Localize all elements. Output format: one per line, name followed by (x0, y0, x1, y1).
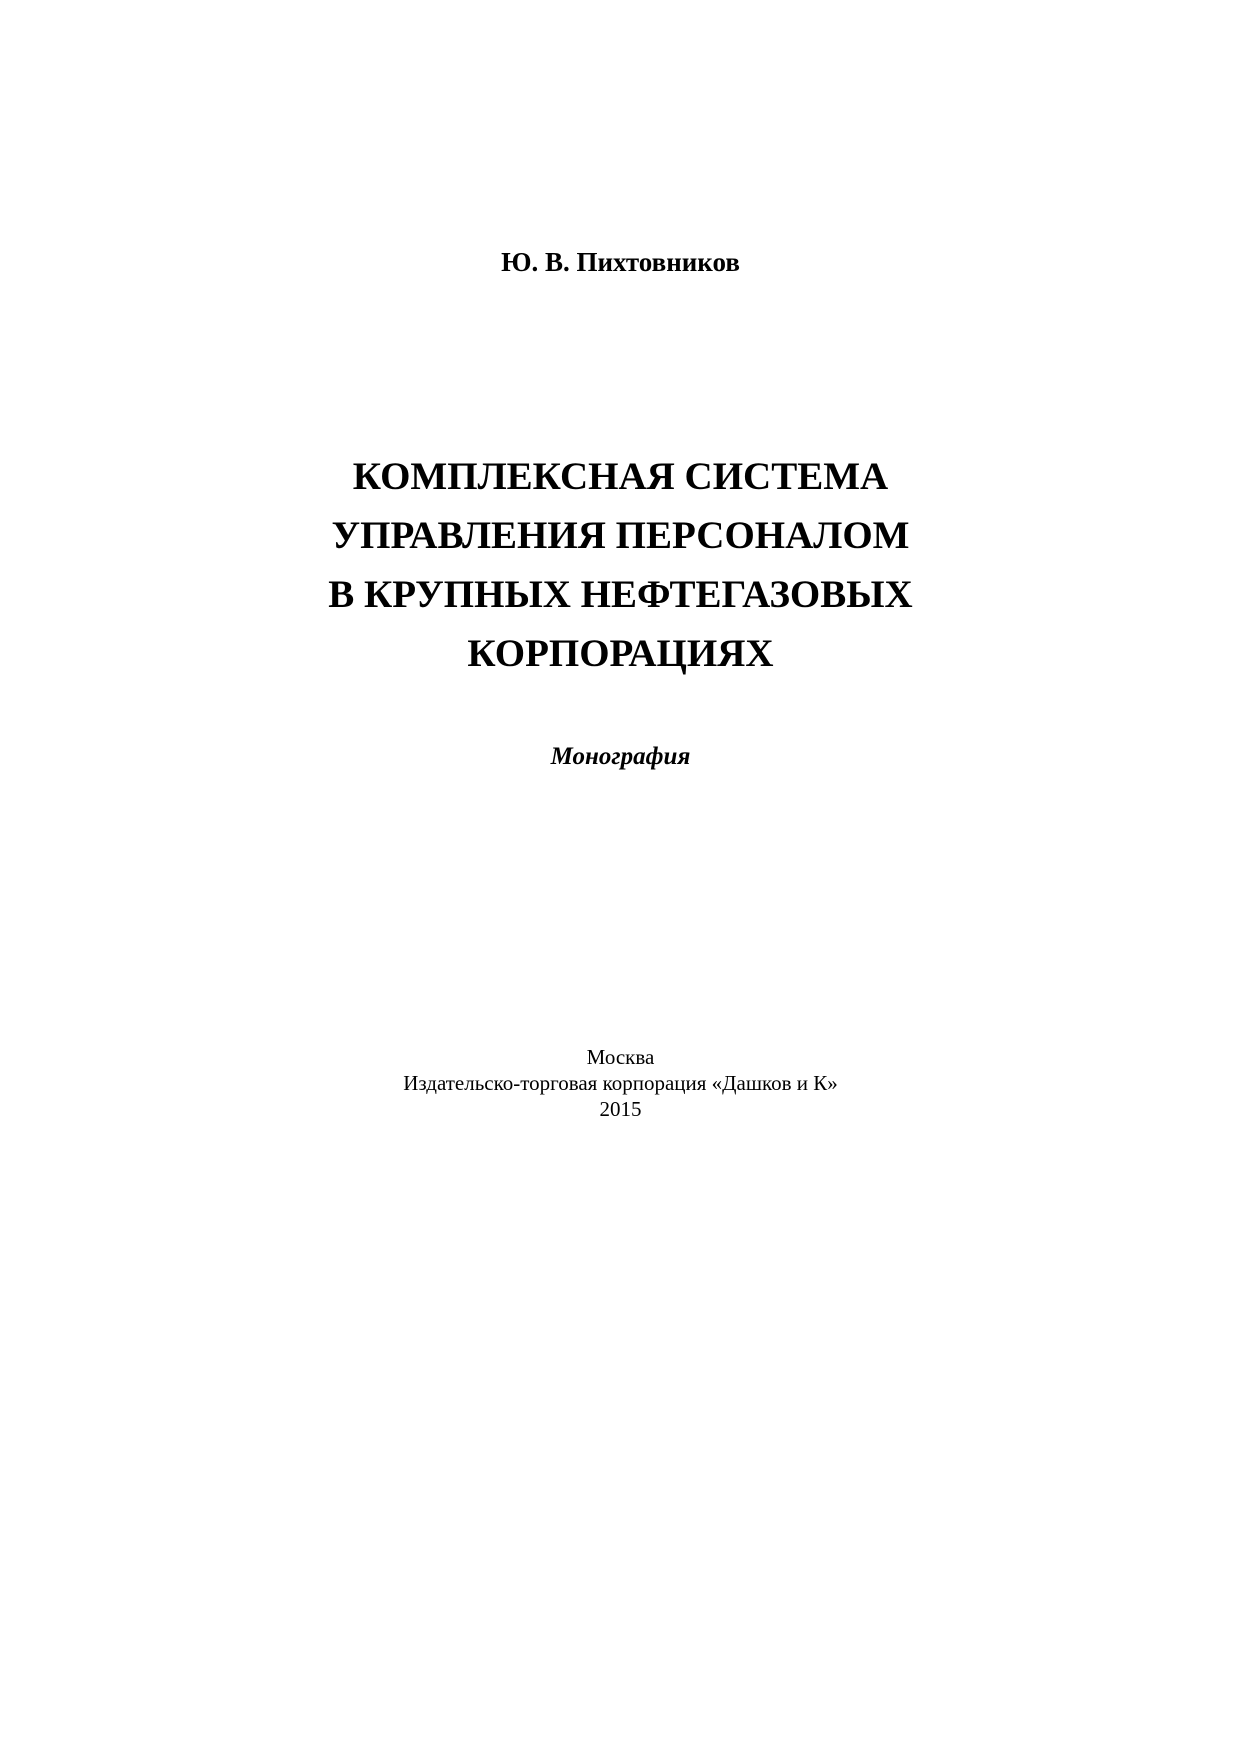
title-line-3: В КРУПНЫХ НЕФТЕГАЗОВЫХ (328, 573, 913, 616)
imprint-city: Москва (586, 1045, 655, 1069)
imprint-publisher: Издательско-торговая корпорация «Дашков и К» (403, 1071, 838, 1095)
title-line-1: КОМПЛЕКСНАЯ СИСТЕМА (352, 455, 889, 498)
title-line-4: КОРПОРАЦИЯХ (467, 632, 774, 675)
genre-label: Монография (550, 743, 691, 770)
book-title (0, 447, 1241, 683)
title-line-2: УПРАВЛЕНИЯ ПЕРСОНАЛОМ (331, 514, 910, 557)
imprint-year: 2015 (599, 1097, 642, 1121)
imprint (0, 1044, 1241, 1122)
author-name: Ю. В. Пихтовников (501, 247, 740, 277)
